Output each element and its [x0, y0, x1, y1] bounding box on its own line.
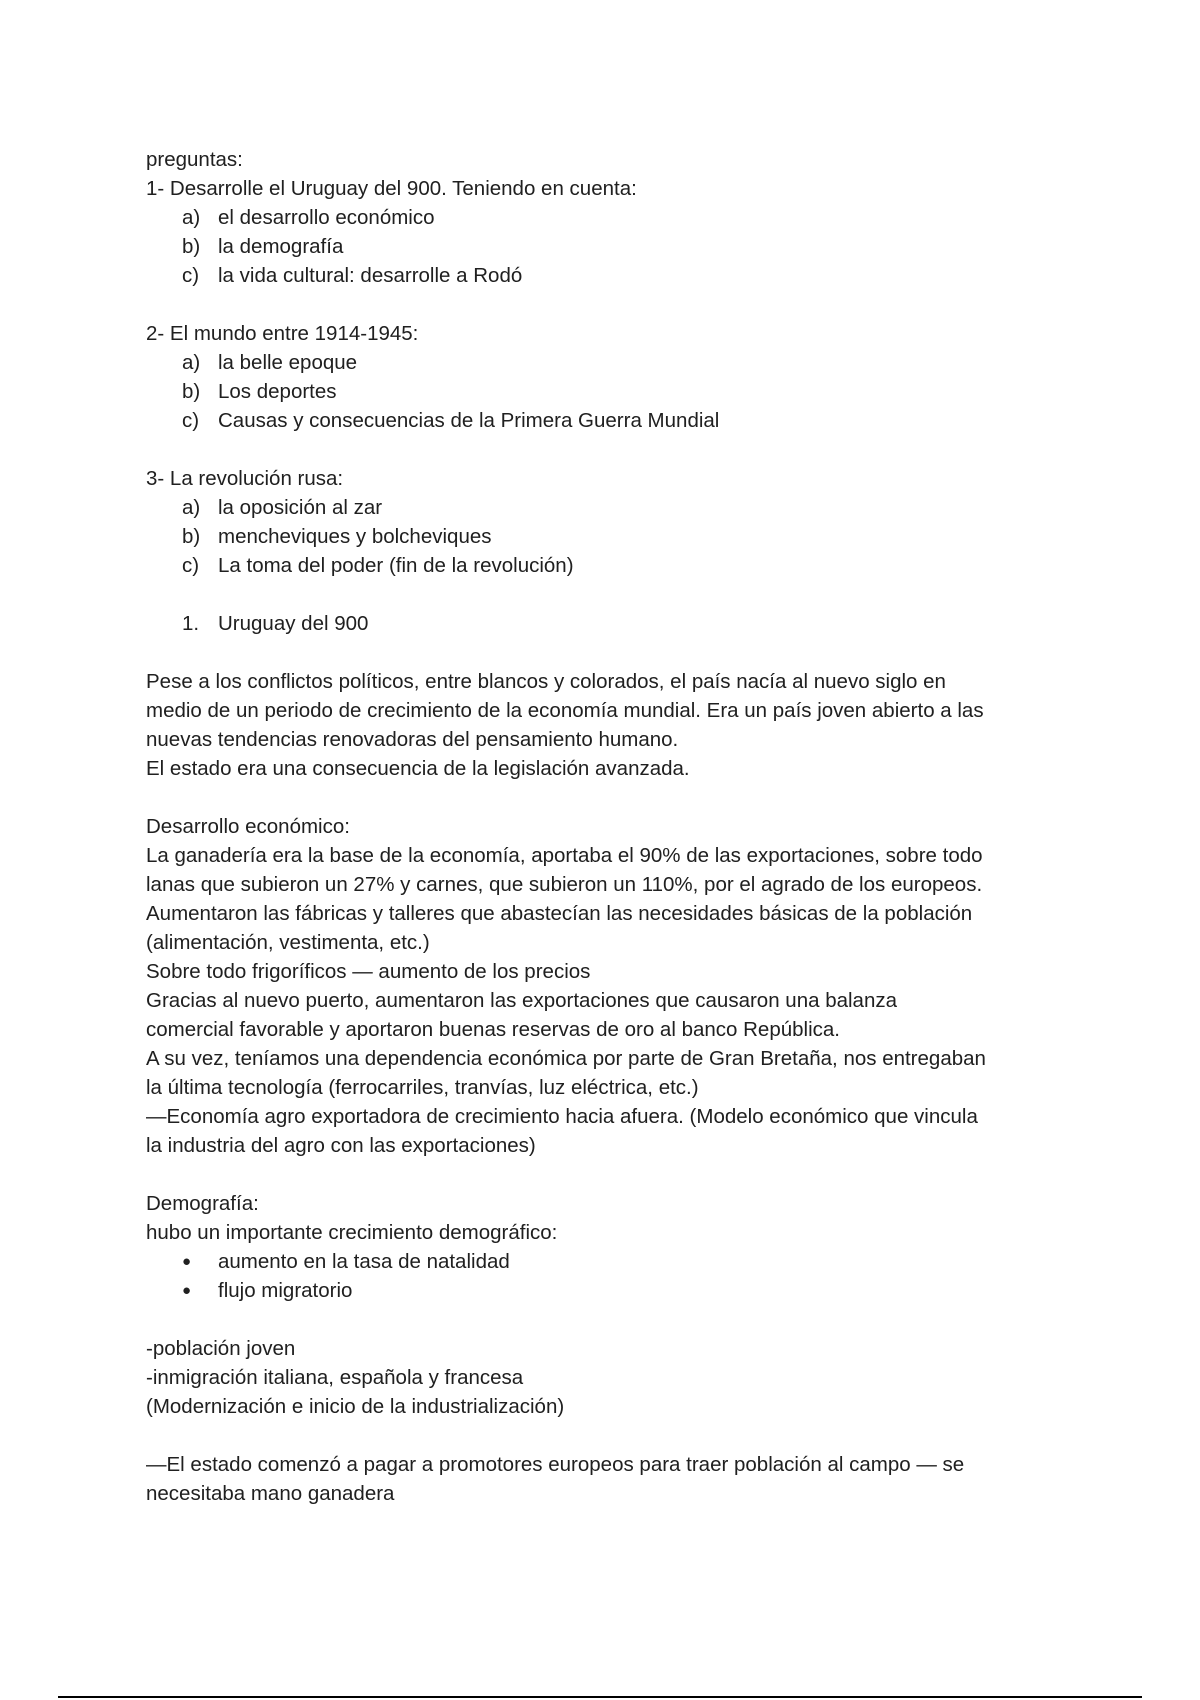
paragraph-line: nuevas tendencias renovadoras del pensamiento humano.: [146, 728, 679, 751]
paragraph-line: lanas que subieron un 27% y carnes, que subieron un 110%, por el agrado de los europeos.: [146, 873, 983, 896]
intro-paragraph: [146, 667, 1086, 783]
list-item-text: La toma del poder (fin de la revolución): [218, 554, 574, 577]
paragraph-line: —Economía agro exportadora de crecimiento hacia afuera. (Modelo económico que vincula: [146, 1105, 978, 1128]
paragraph-line: Aumentaron las fábricas y talleres que abastecían las necesidades básicas de la población: [146, 902, 973, 925]
bullet-item: [146, 1247, 1086, 1276]
spacer: [146, 783, 1086, 812]
question-3: [146, 464, 1086, 580]
paragraph-line: Pese a los conflictos políticos, entre blancos y colorados, el país nacía al nuevo siglo en: [146, 670, 946, 693]
paragraph-line: —El estado comenzó a pagar a promotores europeos para traer población al campo — se: [146, 1453, 965, 1476]
list-item: [146, 522, 1086, 551]
bullet-icon: ●: [182, 1282, 192, 1299]
list-item-text: la oposición al zar: [218, 496, 383, 519]
list-item: [146, 203, 1086, 232]
spacer: [146, 580, 1086, 609]
list-marker: c): [182, 264, 200, 287]
question-2: [146, 319, 1086, 435]
paragraph-line: la industria del agro con las exportaciones): [146, 1134, 536, 1157]
spacer: [146, 1160, 1086, 1189]
spacer: [146, 638, 1086, 667]
note-line: (Modernización e inicio de la industrialización): [146, 1395, 565, 1418]
list-marker: a): [182, 351, 201, 374]
list-item: [146, 551, 1086, 580]
list-item-text: la vida cultural: desarrolle a Rodó: [218, 264, 523, 287]
list-marker: c): [182, 409, 200, 432]
list-item-text: Causas y consecuencias de la Primera Guerra Mundial: [218, 409, 720, 432]
paragraph-line: comercial favorable y aportaron buenas reservas de oro al banco República.: [146, 1018, 840, 1041]
spacer: [146, 290, 1086, 319]
subsection-heading: Desarrollo económico:: [146, 815, 350, 838]
list-item: [146, 406, 1086, 435]
intro-label: preguntas:: [146, 148, 243, 171]
paragraph-line: Gracias al nuevo puerto, aumentaron las exportaciones que causaron una balanza: [146, 989, 898, 1012]
list-item-text: mencheviques y bolcheviques: [218, 525, 492, 548]
list-item: [146, 232, 1086, 261]
paragraph-line: la última tecnología (ferrocarriles, tranvías, luz eléctrica, etc.): [146, 1076, 699, 1099]
spacer: [146, 1305, 1086, 1334]
list-marker: a): [182, 496, 201, 519]
paragraph-line: (alimentación, vestimenta, etc.): [146, 931, 430, 954]
bullet-text: flujo migratorio: [218, 1279, 353, 1302]
list-marker: b): [182, 235, 201, 258]
question-1: [146, 174, 1086, 290]
page-bottom-rule: [58, 1696, 1142, 1698]
paragraph-line: medio de un periodo de crecimiento de la economía mundial. Era un país joven abierto a las: [146, 699, 984, 722]
paragraph-line: necesitaba mano ganadera: [146, 1482, 395, 1505]
list-marker: c): [182, 554, 200, 577]
note-line: -inmigración italiana, española y francesa: [146, 1366, 524, 1389]
list-item-text: Los deportes: [218, 380, 337, 403]
paragraph-line: Sobre todo frigoríficos — aumento de los precios: [146, 960, 591, 983]
note-line: -población joven: [146, 1337, 296, 1360]
document-page: [146, 145, 1086, 1508]
paragraph-line: hubo un importante crecimiento demográfico:: [146, 1221, 558, 1244]
paragraph-line: La ganadería era la base de la economía, aportaba el 90% de las exportaciones, sobre todo: [146, 844, 983, 867]
question-title: 2- El mundo entre 1914-1945:: [146, 322, 419, 345]
list-item-text: el desarrollo económico: [218, 206, 435, 229]
question-title: 3- La revolución rusa:: [146, 467, 344, 490]
list-marker: b): [182, 525, 201, 548]
demography-section: [146, 1189, 1086, 1508]
list-item-text: la demografía: [218, 235, 344, 258]
list-item: [146, 261, 1086, 290]
list-item: [146, 493, 1086, 522]
subsection-heading: Demografía:: [146, 1192, 259, 1215]
bullet-item: [146, 1276, 1086, 1305]
list-item: [146, 348, 1086, 377]
economy-section: [146, 812, 1086, 1160]
bullet-text: aumento en la tasa de natalidad: [218, 1250, 510, 1273]
question-title: 1- Desarrolle el Uruguay del 900. Teniendo en cuenta:: [146, 177, 637, 200]
list-item: [146, 377, 1086, 406]
spacer: [146, 1421, 1086, 1450]
spacer: [146, 435, 1086, 464]
section-number: 1.: [182, 612, 200, 635]
section-heading: [146, 609, 1086, 638]
bullet-icon: ●: [182, 1253, 192, 1270]
paragraph-line: El estado era una consecuencia de la legislación avanzada.: [146, 757, 690, 780]
list-item-text: la belle epoque: [218, 351, 358, 374]
section-title: Uruguay del 900: [218, 612, 369, 635]
list-marker: b): [182, 380, 201, 403]
list-marker: a): [182, 206, 201, 229]
paragraph-line: A su vez, teníamos una dependencia económica por parte de Gran Bretaña, nos entregaban: [146, 1047, 986, 1070]
